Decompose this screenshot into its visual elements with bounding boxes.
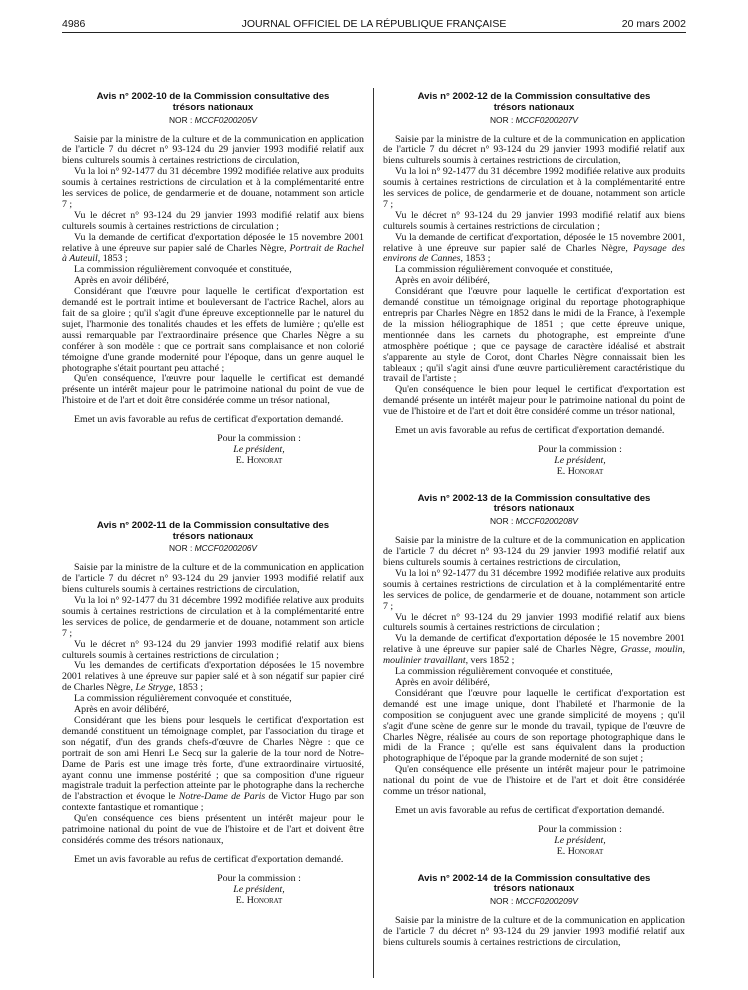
sig-president: Le président, <box>554 454 606 466</box>
work-title: Grasse, moulin, moulinier travaillant <box>383 644 685 667</box>
demande-date: , 1853 ; <box>460 253 491 265</box>
sig-president: Le président, <box>233 883 285 895</box>
nor-reference <box>383 896 685 907</box>
work-reference: Notre-Dame de Paris <box>178 791 266 803</box>
avis-2002-14 <box>383 874 685 949</box>
page-number: 4986 <box>62 18 86 30</box>
para-loi: Vu la loi n° 92-1477 du 31 décembre 1992 modifiée relative aux produits soumis à certaines restrictions de circulation et à la complémentarité entre les services de police, de gendarmerie et de douane, notamment son article 7 ; <box>383 567 685 612</box>
nor-code: MCCF0200206V <box>194 543 257 554</box>
para-demande <box>383 634 685 667</box>
nor-reference <box>383 115 685 126</box>
demande-date: , vers 1852 ; <box>465 655 515 667</box>
para-saisie: Saisie par la ministre de la culture et de la communication en application de l'article 7 du décret n° 93-124 du 29 janvier 1993 modifié relatif aux biens culturels soumis à certaines restrictions de circulation, <box>62 562 364 596</box>
article-title: Avis n° 2002-12 de la Commission consultative des trésors nationaux <box>417 91 651 113</box>
para-demande <box>62 661 364 694</box>
avis-2002-12 <box>383 92 685 478</box>
para-delibere: Après en avoir délibéré, <box>74 275 169 287</box>
para-considerant: Considérant que l'œuvre pour laquelle le certificat d'exportation est demandé est une image unique, dont l'habileté et l'harmonie de la composition se conjuguent avec une grande simplicité de moyens ; qu'il s'agit d'une scène de genre sur le monde du travail, typique de l'œuvre de Charles Nègre, réalisée au cours de son reportage photographique dans le midi de la France ; qu'elle est sans équivalent dans la production photographique de l'époque par la grande modernité de son sujet ; <box>383 687 685 765</box>
left-column <box>62 92 364 906</box>
journal-title: JOURNAL OFFICIEL DE LA RÉPUBLIQUE FRANÇAISE <box>241 18 507 30</box>
para-consequence: Qu'en conséquence, l'œuvre pour laquelle le certificat est demandé présente un intérêt majeur pour le patrimoine national du point de vue de l'histoire et de l'art et doit être considérée comme un trésor national, <box>62 373 364 407</box>
para-commission: La commission régulièrement convoquée et constituée, <box>395 666 613 678</box>
considerant-end: de Victor Hugo par son contexte fantastique et romantique ; <box>62 791 365 814</box>
work-title: Portrait de Rachel à Auteuil <box>62 242 365 265</box>
para-commission: La commission régulièrement convoquée et constituée, <box>395 264 613 276</box>
para-emet: Emet un avis favorable au refus de certificat d'exportation demandé. <box>74 414 344 426</box>
nor-reference <box>62 115 364 126</box>
para-decret: Vu le décret n° 93-124 du 29 janvier 1993 modifié relatif aux biens culturels soumis à certaines restrictions de circulation ; <box>62 209 364 232</box>
demande-text: Vu la demande de certificat d'exportation déposée le 15 novembre 2001 relative à une épreuve sur papier salé de Charles Nègre, <box>383 633 685 656</box>
para-loi: Vu la loi n° 92-1477 du 31 décembre 1992 modifiée relative aux produits soumis à certaines restrictions de circulation et à la complémentarité entre les services de police, de gendarmerie et de douane, notamment son article 7 ; <box>383 166 685 210</box>
para-saisie: Saisie par la ministre de la culture et de la communication en application de l'article 7 du décret n° 93-124 du 29 janvier 1993 modifié relatif aux biens culturels soumis à certaines restrictions de circulation, <box>383 535 685 568</box>
nor-label: NOR : <box>490 516 514 527</box>
para-loi: Vu la loi n° 92-1477 du 31 décembre 1992 modifiée relative aux produits soumis à certaines restrictions de circulation et à la complémentarité entre les services de police, de gendarmerie et de douane, notamment son article 7 ; <box>62 595 364 639</box>
sig-commission: Pour la commission : <box>217 433 301 445</box>
para-delibere: Après en avoir délibéré, <box>395 676 490 688</box>
para-loi: Vu la loi n° 92-1477 du 31 décembre 1992 modifiée relative aux produits soumis à certaines restrictions de circulation et à la complémentarité entre les services de police, de gendarmerie et de douane, notamment son article 7 ; <box>62 166 364 210</box>
para-decret: Vu le décret n° 93-124 du 29 janvier 1993 modifié relatif aux biens culturels soumis à certaines restrictions de circulation ; <box>62 638 364 661</box>
sig-president: Le président, <box>233 443 285 455</box>
para-commission: La commission régulièrement convoquée et constituée, <box>74 264 292 276</box>
para-considerant: Considérant que l'œuvre pour laquelle le certificat d'exportation est demandé constitue un témoignage original du reportage photographique entrepris par Charles Nègre en 1852 dans le midi de la France, à l'exemple de la mission héliographique de 1851 ; que cette épreuve unique, mentionnée dans les carnets du photographe, est empreinte d'une atmosphère poétique ; que ce paysage de caractère idéalisé et abstrait s'apparente au style de Corot, dont Charles Nègre connaissait bien les tableaux ; qu'il s'agit ainsi d'une œuvre particulièrement caractéristique du travail de l'artiste ; <box>383 286 685 385</box>
para-demande <box>62 233 364 266</box>
para-decret: Vu le décret n° 93-124 du 29 janvier 1993 modifié relatif aux biens culturels soumis à certaines restrictions de circulation ; <box>383 611 685 634</box>
demande-text: Vu la demande de certificat d'exportation, déposée le 15 novembre 2001, relative à une épreuve sur papier salé de Charles Nègre, <box>383 231 685 254</box>
signature-block <box>383 445 685 478</box>
para-consequence: Qu'en conséquence le bien pour lequel le certificat d'exportation est demandé présente un intérêt majeur pour le patrimoine national du point de vue de l'histoire et de l'art et doit être considéré comme un trésor national, <box>383 384 685 418</box>
nor-reference <box>62 543 364 554</box>
nor-code: MCCF0200208V <box>515 516 578 527</box>
para-consequence: Qu'en conséquence ces biens présentent un intérêt majeur pour le patrimoine national du point de vue de l'histoire et de l'art et doivent être considérés comme des trésors nationaux, <box>62 813 364 846</box>
para-emet: Emet un avis favorable au refus de certificat d'exportation demandé. <box>395 804 665 816</box>
sig-president: Le président, <box>554 834 606 846</box>
demande-text: Vu la demande de certificat d'exportation déposée le 15 novembre 2001 relative à une épreuve sur papier salé de Charles Nègre, <box>62 231 364 254</box>
issue-date: 20 mars 2002 <box>621 18 686 30</box>
nor-reference <box>383 516 685 527</box>
work-title: Le Stryge <box>135 682 174 694</box>
sig-commission: Pour la commission : <box>217 872 301 884</box>
sig-commission: Pour la commission : <box>538 443 622 455</box>
nor-label: NOR : <box>169 543 193 554</box>
page-header <box>0 14 748 32</box>
avis-2002-11 <box>62 521 364 907</box>
nor-label: NOR : <box>169 114 193 125</box>
column-divider <box>373 88 374 978</box>
demande-text: Vu les demandes de certificats d'exportation déposées le 15 novembre 2001 relatives à une épreuve sur papier salé et à son négatif sur papier ciré de Charles Nègre, <box>62 660 364 694</box>
article-title: Avis n° 2002-13 de la Commission consultative des trésors nationaux <box>417 492 651 515</box>
nor-label: NOR : <box>490 114 514 125</box>
para-saisie: Saisie par la ministre de la culture et de la communication en application de l'article 7 du décret n° 93-124 du 29 janvier 1993 modifié relatif aux biens culturels soumis à certaines restrictions de circulation, <box>383 133 685 167</box>
para-delibere: Après en avoir délibéré, <box>395 275 490 287</box>
nor-label: NOR : <box>490 896 514 907</box>
article-title: Avis n° 2002-11 de la Commission consultative des trésors nationaux <box>96 519 330 542</box>
nor-code: MCCF0200207V <box>515 114 578 125</box>
para-considerant <box>62 716 364 814</box>
avis-2002-10 <box>62 92 364 467</box>
sig-name: E. Honorat <box>556 845 604 857</box>
para-saisie: Saisie par la ministre de la culture et de la communication en application de l'article 7 du décret n° 93-124 du 29 janvier 1993 modifié relatif aux biens culturels soumis à certaines restrictions de circulation, <box>62 133 364 167</box>
sig-name: E. Honorat <box>556 465 604 477</box>
para-considerant: Considérant que l'œuvre pour laquelle le certificat d'exportation est demandé est le portrait intime et bouleversant de l'actrice Rachel, alors au fait de sa gloire ; qu'il s'agit d'une épreuve exceptionnelle par le naturel du sujet, l'harmonie des tonalités chaudes et les effets de lumière ; qu'elle est aussi remarquable par l'extraordinaire présence que Charles Nègre a su conférer à son modèle : que ce portrait sans complaisance et non colorié témoigne d'une grande modernité pour l'époque, dans un genre auquel le photographe s'était pourtant peu attaché ; <box>62 286 364 374</box>
demande-date: , 1853 ; <box>173 682 203 694</box>
para-emet: Emet un avis favorable au refus de certificat d'exportation demandé. <box>74 853 344 865</box>
signature-block <box>383 825 685 858</box>
article-title: Avis n° 2002-10 de la Commission consultative des trésors nationaux <box>96 91 330 113</box>
para-emet: Emet un avis favorable au refus de certificat d'exportation demandé. <box>395 425 665 437</box>
article-title: Avis n° 2002-14 de la Commission consultative des trésors nationaux <box>417 872 651 895</box>
para-commission: La commission régulièrement convoquée et constituée, <box>74 693 292 705</box>
demande-date: , 1853 ; <box>97 253 128 265</box>
sig-commission: Pour la commission : <box>538 823 622 835</box>
para-saisie: Saisie par la ministre de la culture et de la communication en application de l'article 7 du décret n° 93-124 du 29 janvier 1993 modifié relatif aux biens culturels soumis à certaines restrictions de circulation, <box>383 915 685 948</box>
signature-block <box>62 434 364 467</box>
para-demande <box>383 233 685 266</box>
para-decret: Vu le décret n° 93-124 du 29 janvier 1993 modifié relatif aux biens culturels soumis à certaines restrictions de circulation ; <box>383 209 685 232</box>
nor-code: MCCF0200209V <box>515 896 578 907</box>
signature-block <box>62 874 364 907</box>
sig-name: E. Honorat <box>235 454 283 466</box>
right-column <box>383 92 685 949</box>
avis-2002-13 <box>383 494 685 858</box>
considerant-text: Considérant que les biens pour lesquels le certificat d'exportation est demandé constituent un témoignage complet, par l'association du tirage et son négatif, d'un des grands chefs-d'œuvre de Charles Nègre : que ce portrait de son ami Henri Le Secq sur la galerie de la tour nord de Notre-Dame de Paris est une image très forte, d'une extraordinaire virtuosité, ayant connu une immense postérité ; que sa composition d'une rigueur magistrale traduit la perfection atteinte par le photographe dans la recherche de l'abstraction et évoque le <box>62 714 364 803</box>
header-rule <box>62 32 686 33</box>
para-delibere: Après en avoir délibéré, <box>74 704 169 716</box>
para-consequence: Qu'en conséquence elle présente un intérêt majeur pour le patrimoine national du point de vue de l'histoire et de l'art et doit être considérée comme un trésor national, <box>383 764 685 798</box>
work-title: Paysage des environs de Cannes <box>383 242 686 265</box>
sig-name: E. Honorat <box>235 894 283 906</box>
nor-code: MCCF0200205V <box>194 114 257 125</box>
